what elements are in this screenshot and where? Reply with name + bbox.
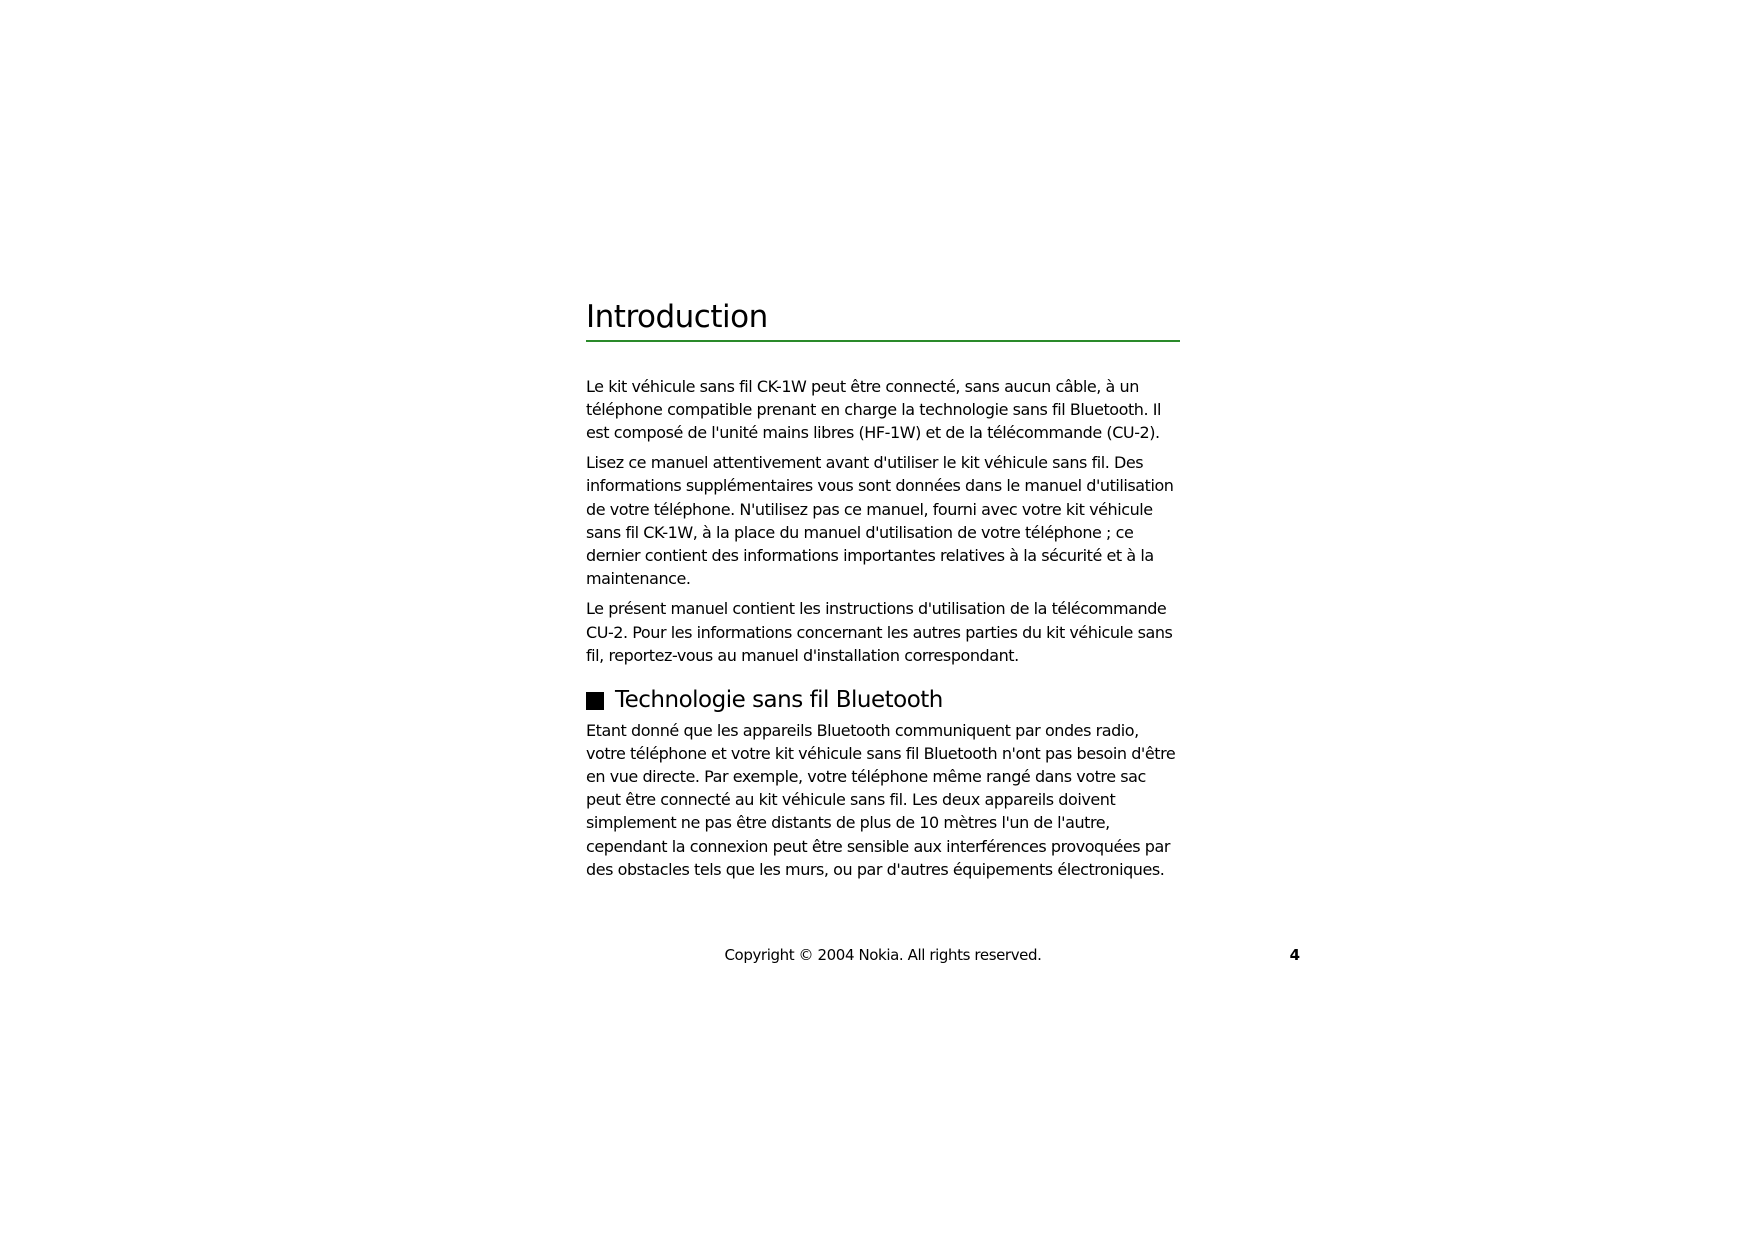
intro-paragraph-3: Le présent manuel contient les instructions d'utilisation de la télécommande CU-2. Pour les informations concernant les autres parties du kit véhicule sans fil, reportez-vous au manuel d'installation correspondant. (586, 599, 1173, 665)
intro-paragraph-2: Lisez ce manuel attentivement avant d'utiliser le kit véhicule sans fil. Des informations supplémentaires vous sont données dans le manuel d'utilisation de votre téléphone. N'utilisez pas ce manuel, fourni avec votre kit véhicule sans fil CK-1W, à la place du manuel d'utilisation de votre téléphone ; ce dernier contient des informations importantes relatives à la sécurité et à la maintenance. (586, 453, 1174, 589)
section-heading (586, 687, 1180, 715)
title-rule (586, 340, 1180, 342)
section-paragraph: Etant donné que les appareils Bluetooth communiquent par ondes radio, votre téléphone et votre kit véhicule sans fil Bluetooth n'ont pas besoin d'être en vue directe. Par exemple, votre téléphone même rangé dans votre sac peut être connecté au kit véhicule sans fil. Les deux appareils doivent simplement ne pas être distants de plus de 10 mètres l'un de l'autre, cependant la connexion peut être sensible aux interférences provoquées par des obstacles tels que les murs, ou par d'autres équipements électroniques. (586, 720, 1176, 879)
page-content (586, 300, 1180, 888)
page-number: 4 (1289, 946, 1300, 964)
page-title: Introduction (586, 299, 768, 335)
intro-paragraph-1: Le kit véhicule sans fil CK-1W peut être connecté, sans aucun câble, à un téléphone compatible prenant en charge la technologie sans fil Bluetooth. Il est composé de l'unité mains libres (HF-1W) et de la télécommande (CU-2). (586, 376, 1162, 443)
section-title: Technologie sans fil Bluetooth (615, 687, 943, 714)
square-bullet-icon (586, 692, 604, 710)
footer-copyright: Copyright © 2004 Nokia. All rights reserved. (724, 946, 1042, 964)
